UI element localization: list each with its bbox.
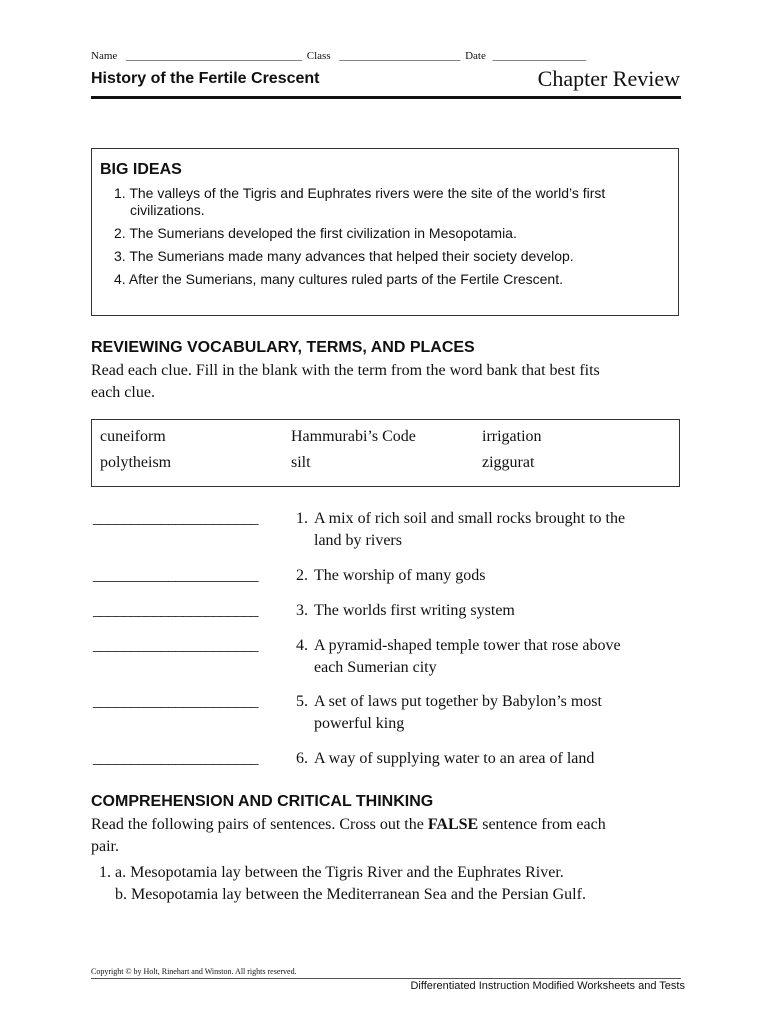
subject-title: History of the Fertile Crescent xyxy=(91,70,320,87)
word-bank-term: polytheism xyxy=(100,454,172,471)
footer-divider xyxy=(91,978,681,979)
vocab-section-title: REVIEWING VOCABULARY, TERMS, AND PLACES xyxy=(91,339,475,356)
name-label: Name xyxy=(91,50,118,62)
date-label: Date xyxy=(465,50,486,62)
clue-5: 5. A set of laws put together by Babylon’s most powerful king xyxy=(296,693,602,732)
name-class-date-line xyxy=(91,50,681,62)
clue-4: 4. A pyramid-shaped temple tower that rose above each Sumerian city xyxy=(296,637,621,676)
footer-publication: Differentiated Instruction Modified Worksheets and Tests xyxy=(410,980,685,992)
comprehension-instructions: Read the following pairs of sentences. Cross out the FALSE sentence from each pair. xyxy=(91,816,606,855)
big-ideas-box xyxy=(91,148,679,316)
comprehension-section-title: COMPREHENSION AND CRITICAL THINKING xyxy=(91,793,434,810)
chapter-review-title: Chapter Review xyxy=(537,66,680,91)
word-bank-term: ziggurat xyxy=(482,454,535,471)
big-ideas-title: BIG IDEAS xyxy=(100,161,182,178)
big-idea-item: 3. The Sumerians made many advances that helped their society develop. xyxy=(114,248,574,264)
copyright-notice: Copyright © by Holt, Rinehart and Winston. All rights reserved. xyxy=(91,967,297,976)
word-bank xyxy=(91,419,680,487)
answer-blank-2[interactable]: ______________________ xyxy=(93,567,258,584)
clue-1: 1. A mix of rich soil and small rocks brought to the land by rivers xyxy=(296,510,626,549)
big-idea-item: 2. The Sumerians developed the first civilization in Mesopotamia. xyxy=(114,225,517,241)
clue-6: 6. A way of supplying water to an area of land xyxy=(296,750,595,767)
answer-blank-1[interactable]: ______________________ xyxy=(93,510,258,527)
question-1b[interactable]: b. Mesopotamia lay between the Mediterranean Sea and the Persian Gulf. xyxy=(115,886,586,903)
word-bank-term: irrigation xyxy=(482,428,542,445)
answer-blank-4[interactable]: ______________________ xyxy=(93,637,258,654)
clue-3: 3. The worlds first writing system xyxy=(296,602,515,619)
vocab-instructions: Read each clue. Fill in the blank with the term from the word bank that best fits each clue. xyxy=(91,362,600,401)
word-bank-term: cuneiform xyxy=(100,428,166,445)
answer-blank-3[interactable]: ______________________ xyxy=(93,602,258,619)
date-field[interactable]: _________________ xyxy=(492,50,587,62)
question-1a[interactable]: 1. a. Mesopotamia lay between the Tigris River and the Euphrates River. xyxy=(99,864,564,881)
class-field[interactable]: ______________________ xyxy=(339,50,461,62)
word-bank-term: silt xyxy=(291,454,311,471)
big-ideas-list xyxy=(100,185,670,288)
answer-blank-6[interactable]: ______________________ xyxy=(93,750,258,767)
header-divider xyxy=(91,96,681,99)
class-label: Class xyxy=(306,50,331,62)
clue-2: 2. The worship of many gods xyxy=(296,567,486,584)
name-field[interactable]: ________________________________ xyxy=(126,50,303,62)
big-idea-item: 1. The valleys of the Tigris and Euphrates rivers were the site of the world’s first civilizations. xyxy=(114,185,606,218)
answer-blank-5[interactable]: ______________________ xyxy=(93,693,258,710)
word-bank-term: Hammurabi’s Code xyxy=(291,428,416,445)
big-idea-item: 4. After the Sumerians, many cultures ruled parts of the Fertile Crescent. xyxy=(114,271,563,287)
